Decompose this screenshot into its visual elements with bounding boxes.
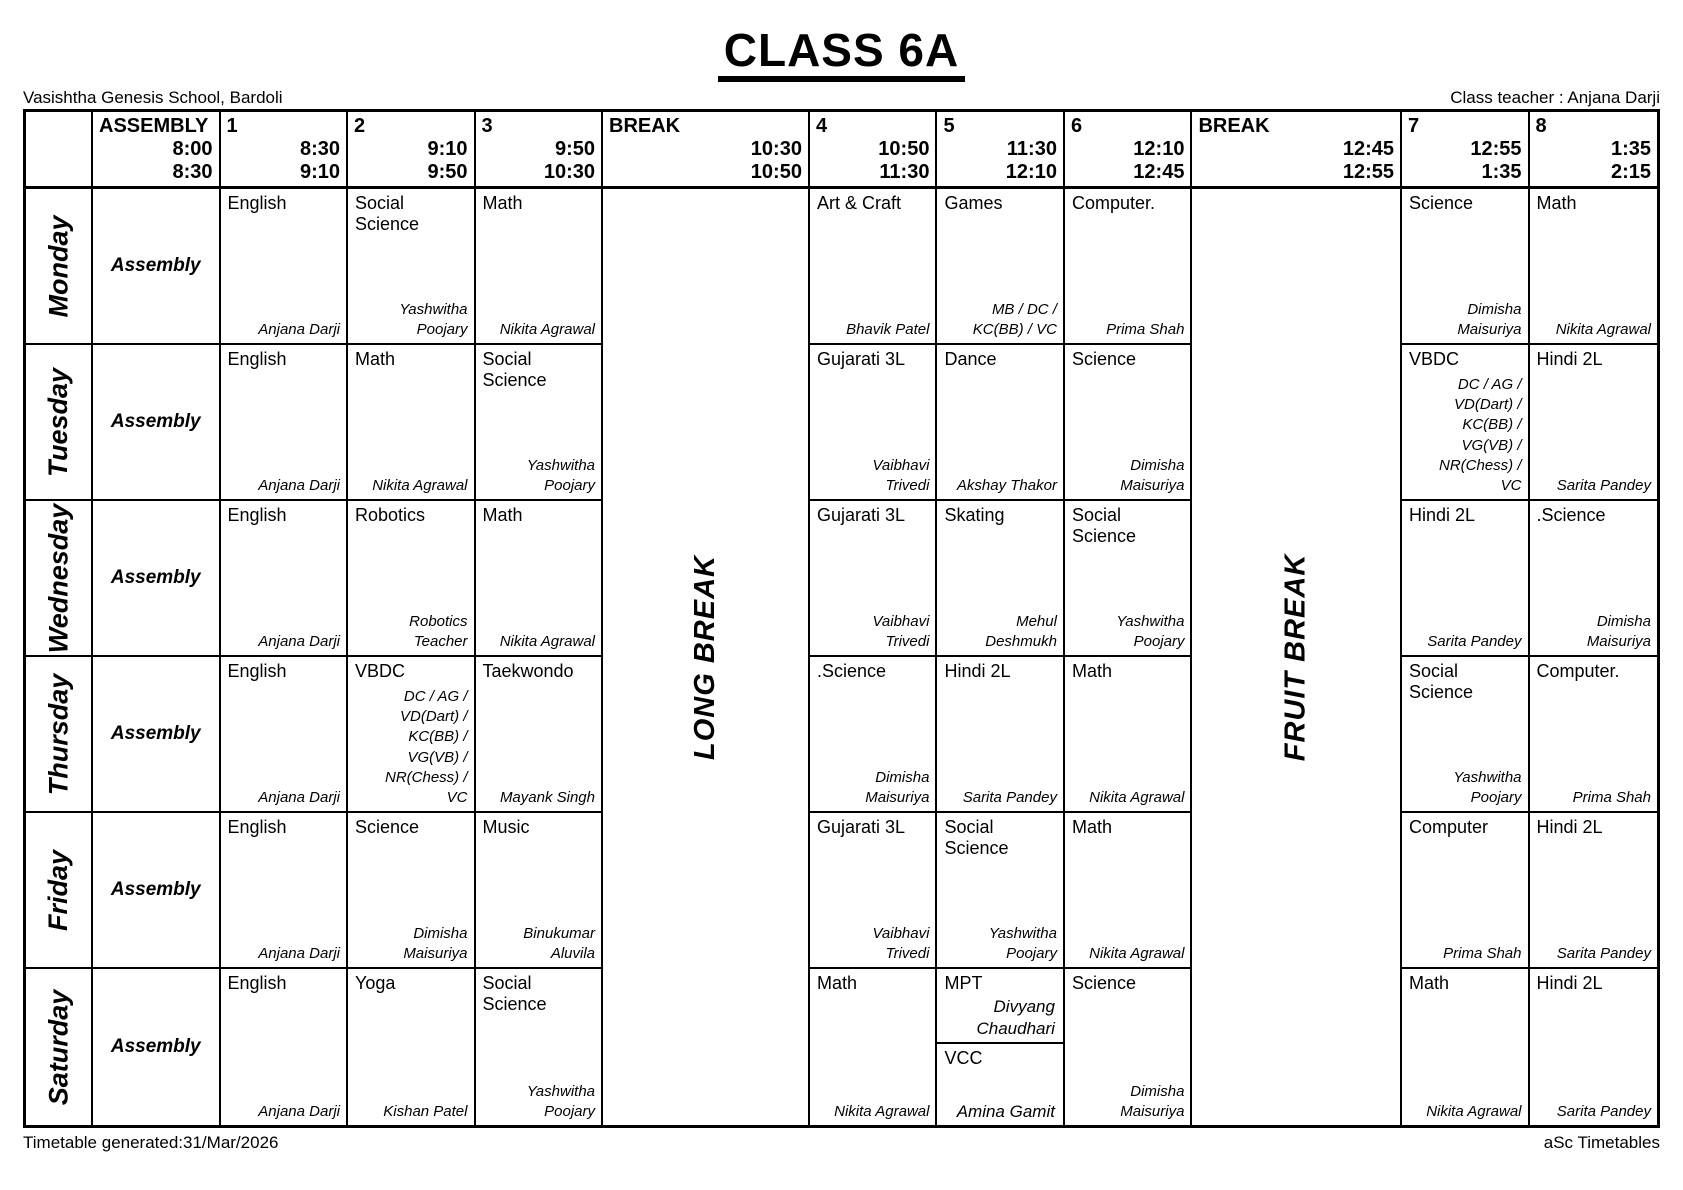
header-time-start: 12:55 [1470, 138, 1522, 161]
header-time-end: 10:50 [750, 160, 802, 183]
day-name: Friday [43, 849, 73, 931]
teacher-label: Dimisha Maisuriya [1457, 300, 1522, 339]
timetable-cell [348, 345, 476, 501]
header-time-end: 10:30 [543, 160, 595, 183]
timetable-cell [810, 345, 938, 501]
assembly-cell [93, 189, 221, 345]
timetable-cell [1402, 189, 1530, 345]
subject-label: Math [482, 193, 523, 214]
header-time-end: 2:15 [1610, 160, 1651, 183]
teacher-label: Dimisha Maisuriya [1120, 1082, 1185, 1121]
timetable-cell [221, 189, 349, 345]
subject-label: English [227, 661, 287, 682]
timetable-cell [476, 189, 604, 345]
subject-label: VBDC [1409, 349, 1460, 370]
teacher-label: Prima Shah [1106, 321, 1185, 339]
assembly-label: Assembly [110, 567, 201, 589]
subject-label: Social Science [1071, 505, 1136, 546]
subject-label: Math [1409, 973, 1450, 994]
day-name: Tuesday [43, 367, 73, 477]
timetable-cell [810, 969, 938, 1125]
teacher-label: Yashwitha Poojary [988, 924, 1057, 963]
day-label-friday [26, 813, 93, 969]
timetable-cell [1530, 189, 1658, 345]
period-header-break2 [1192, 112, 1402, 189]
assembly-label: Assembly [110, 255, 201, 277]
teacher-label: Prima Shah [1572, 789, 1651, 807]
subject-label: Taekwondo [482, 661, 574, 682]
subject-label: Music [482, 817, 530, 838]
header-time-end: 12:10 [1005, 160, 1057, 183]
subject-label: Hindi 2L [1536, 817, 1603, 838]
subject-label: Science [1071, 349, 1136, 370]
header-time-end: 11:30 [879, 160, 930, 183]
timetable-cell [937, 657, 1065, 813]
teacher-label: Nikita Agrawal [499, 633, 595, 651]
period-header-4 [810, 112, 938, 189]
teacher-label: Nikita Agrawal [1089, 945, 1185, 963]
header-time-start: 9:10 [427, 138, 468, 161]
assembly-cell [93, 657, 221, 813]
subject-label: Yoga [355, 973, 396, 994]
period-header-label: BREAK [609, 115, 681, 138]
teacher-label: Nikita Agrawal [834, 1103, 930, 1121]
header-time-end: 9:50 [427, 160, 468, 183]
teacher-label: Anjana Darji [258, 633, 340, 651]
period-header-7 [1402, 112, 1530, 189]
day-name: Saturday [43, 989, 74, 1106]
teacher-label: Yashwitha Poojary [526, 456, 595, 495]
period-header-assembly [93, 112, 221, 189]
timetable-cell [1530, 969, 1658, 1125]
period-header-2 [348, 112, 476, 189]
subject-label: English [227, 193, 287, 214]
timetable-cell [348, 969, 476, 1125]
fruit-break-label: FRUIT BREAK [1279, 553, 1312, 762]
subject-label: Social Science [482, 349, 547, 390]
teacher-label: Dimisha Maisuriya [403, 924, 468, 963]
period-header-label: 1 [226, 115, 238, 138]
subject-label: English [227, 973, 287, 994]
teacher-label: Yashwitha Poojary [1453, 768, 1522, 807]
subject-label: Math [1071, 817, 1112, 838]
period-header-5 [937, 112, 1065, 189]
header-time-end: 12:55 [1342, 160, 1394, 183]
subject-label: Computer. [1536, 661, 1620, 682]
teacher-label: Sarita Pandey [1556, 1103, 1651, 1121]
timetable-cell [1530, 657, 1658, 813]
subject-label: Math [816, 973, 857, 994]
timetable-cell [1065, 969, 1193, 1125]
timetable-cell [348, 813, 476, 969]
day-label-monday [26, 189, 93, 345]
day-name: Thursday [43, 673, 73, 796]
break-column-fruit [1192, 189, 1402, 1125]
timetable-cell [1065, 345, 1193, 501]
period-header-label: 3 [481, 115, 493, 138]
timetable-cell [1065, 813, 1193, 969]
timetable-cell [221, 969, 349, 1125]
page-title: CLASS 6A [718, 26, 965, 82]
teacher-label: Nikita Agrawal [1426, 1103, 1522, 1121]
timetable-cell [476, 657, 604, 813]
day-label-saturday [26, 969, 93, 1125]
assembly-label: Assembly [110, 411, 201, 433]
teacher-label: DC / AG / VD(Dart) / KC(BB) / VG(VB) / NR(Chess) / VC [1438, 375, 1522, 495]
subject-label: Hindi 2L [944, 661, 1011, 682]
subject-label: Robotics [355, 505, 426, 526]
timetable-grid [23, 109, 1660, 1128]
subject-label: VCC [944, 1048, 983, 1069]
header-time-end: 9:10 [299, 160, 340, 183]
subject-label: Gujarati 3L [816, 349, 906, 370]
subject-label: English [227, 349, 287, 370]
teacher-label: Anjana Darji [258, 321, 340, 339]
teacher-label: Vaibhavi Trivedi [872, 456, 930, 495]
header-time-end: 12:45 [1133, 160, 1185, 183]
school-name: Vasishtha Genesis School, Bardoli [23, 88, 283, 108]
subject-label: Dance [944, 349, 997, 370]
teacher-label: Nikita Agrawal [372, 477, 468, 495]
header-time-end: 8:30 [172, 160, 213, 183]
timetable-cell [348, 501, 476, 657]
timetable-cell [1530, 501, 1658, 657]
timetable-cell [221, 501, 349, 657]
subject-label: Math [482, 505, 523, 526]
timetable-cell [1402, 813, 1530, 969]
assembly-cell [93, 969, 221, 1125]
timetable-cell-split [937, 969, 1065, 1125]
teacher-label: Vaibhavi Trivedi [872, 924, 930, 963]
split-cell-bottom [937, 1044, 1063, 1125]
day-label-tuesday [26, 345, 93, 501]
timetable-cell [810, 813, 938, 969]
header-time-start: 8:00 [172, 138, 213, 161]
timetable-cell [221, 813, 349, 969]
teacher-label: Dimisha Maisuriya [1120, 456, 1185, 495]
timetable-cell [1065, 501, 1193, 657]
period-header-break1 [603, 112, 810, 189]
subject-label: Social Science [1409, 661, 1474, 702]
timetable-cell [937, 501, 1065, 657]
assembly-cell [93, 501, 221, 657]
assembly-cell [93, 345, 221, 501]
timetable-cell [1065, 657, 1193, 813]
timetable-cell [476, 969, 604, 1125]
subject-label: Hindi 2L [1409, 505, 1476, 526]
teacher-label: Anjana Darji [258, 789, 340, 807]
subject-label: Art & Craft [816, 193, 901, 214]
header-time-start: 11:30 [1006, 138, 1057, 161]
teacher-label: Nikita Agrawal [1555, 321, 1651, 339]
timetable-cell [1530, 345, 1658, 501]
day-name: Wednesday [43, 503, 73, 654]
timetable-cell [1065, 189, 1193, 345]
timetable-cell [476, 501, 604, 657]
teacher-label: Amina Gamit [956, 1102, 1055, 1122]
header-time-start: 12:45 [1342, 138, 1394, 161]
subject-label: Hindi 2L [1536, 973, 1603, 994]
timetable-cell [1402, 345, 1530, 501]
period-header-3 [476, 112, 604, 189]
period-header-label: BREAK [1198, 115, 1270, 138]
header-time-start: 10:30 [750, 138, 802, 161]
teacher-label: Kishan Patel [383, 1103, 468, 1121]
header-time-end: 1:35 [1481, 160, 1522, 183]
timetable-cell [937, 345, 1065, 501]
subject-label: Social Science [482, 973, 547, 1014]
period-header-label: 2 [354, 115, 366, 138]
teacher-label: Nikita Agrawal [1089, 789, 1185, 807]
teacher-label: Mehul Deshmukh [985, 612, 1057, 651]
teacher-label: Binukumar Aluvila [523, 924, 595, 963]
timetable-cell [1402, 501, 1530, 657]
break-column-long [603, 189, 810, 1125]
teacher-label: Sarita Pandey [1556, 945, 1651, 963]
teacher-label: Sarita Pandey [962, 789, 1057, 807]
period-header-6 [1065, 112, 1193, 189]
timetable-cell [937, 189, 1065, 345]
subject-label: Math [1071, 661, 1112, 682]
timetable-cell [348, 189, 476, 345]
subject-label: Skating [944, 505, 1005, 526]
header-time-start: 12:10 [1133, 138, 1185, 161]
teacher-label: Dimisha Maisuriya [1586, 612, 1651, 651]
long-break-label: LONG BREAK [688, 554, 721, 760]
split-cell-top [937, 969, 1063, 1044]
teacher-label: Robotics Teacher [409, 612, 468, 651]
teacher-label: Akshay Thakor [956, 477, 1057, 495]
teacher-label: Yashwitha Poojary [526, 1082, 595, 1121]
subject-label: Games [944, 193, 1003, 214]
header-time-start: 1:35 [1610, 138, 1651, 161]
period-header-label: 6 [1070, 115, 1083, 138]
teacher-label: Vaibhavi Trivedi [872, 612, 930, 651]
timetable-cell [476, 813, 604, 969]
timetable-cell [476, 345, 604, 501]
subject-label: Gujarati 3L [816, 817, 906, 838]
teacher-label: Divyang Chaudhari [976, 997, 1055, 1038]
subject-label: Social Science [355, 193, 420, 234]
teacher-label: Anjana Darji [258, 477, 340, 495]
assembly-cell [93, 813, 221, 969]
day-name: Monday [43, 215, 74, 318]
timetable-cell [810, 501, 938, 657]
timetable-cell [1402, 657, 1530, 813]
teacher-label: Prima Shah [1443, 945, 1522, 963]
subject-label: English [227, 817, 287, 838]
subject-label: VBDC [355, 661, 406, 682]
timetable-cell [1530, 813, 1658, 969]
header-time-start: 10:50 [878, 138, 930, 161]
footer-generated: Timetable generated:31/Mar/2026 [23, 1133, 279, 1153]
class-teacher: Class teacher : Anjana Darji [1450, 88, 1660, 108]
teacher-label: Dimisha Maisuriya [865, 768, 930, 807]
subject-label: Hindi 2L [1536, 349, 1603, 370]
subject-label: Science [1409, 193, 1474, 214]
teacher-label: Mayank Singh [499, 789, 595, 807]
period-header-label: 8 [1535, 115, 1547, 138]
teacher-label: Sarita Pandey [1556, 477, 1651, 495]
footer-brand: aSc Timetables [1543, 1133, 1660, 1153]
timetable-cell [937, 813, 1065, 969]
teacher-label: Anjana Darji [258, 1103, 340, 1121]
subject-label: .Science [816, 661, 886, 682]
teacher-label: Bhavik Patel [846, 321, 930, 339]
teacher-label: Nikita Agrawal [499, 321, 595, 339]
timetable-cell [348, 657, 476, 813]
header-time-start: 8:30 [299, 138, 340, 161]
timetable-cell [810, 657, 938, 813]
assembly-label: Assembly [110, 723, 201, 745]
subject-label: MPT [944, 973, 983, 994]
teacher-label: MB / DC / KC(BB) / VC [972, 300, 1057, 339]
subject-label: Math [355, 349, 396, 370]
day-label-wednesday [26, 501, 93, 657]
subject-label: Math [1536, 193, 1577, 214]
timetable-cell [810, 189, 938, 345]
teacher-label: Yashwitha Poojary [399, 300, 468, 339]
period-header-1 [221, 112, 349, 189]
subject-label: Gujarati 3L [816, 505, 906, 526]
period-header-label: ASSEMBLY [99, 115, 209, 138]
subject-label: .Science [1536, 505, 1606, 526]
period-header-label: 4 [815, 115, 828, 138]
period-header-label: 5 [943, 115, 955, 138]
subject-label: Social Science [944, 817, 1009, 858]
subject-label: Computer [1409, 817, 1489, 838]
period-header-label: 7 [1408, 115, 1420, 138]
subject-label: Computer. [1071, 193, 1155, 214]
teacher-label: Anjana Darji [258, 945, 340, 963]
assembly-label: Assembly [110, 1036, 201, 1058]
timetable-cell [221, 345, 349, 501]
corner-cell [26, 112, 93, 189]
timetable-cell [1402, 969, 1530, 1125]
day-label-thursday [26, 657, 93, 813]
teacher-label: Yashwitha Poojary [1116, 612, 1185, 651]
subject-label: Science [355, 817, 420, 838]
period-header-8 [1530, 112, 1658, 189]
timetable-cell [221, 657, 349, 813]
teacher-label: DC / AG / VD(Dart) / KC(BB) / VG(VB) / NR(Chess) / VC [384, 687, 468, 807]
subject-label: English [227, 505, 287, 526]
assembly-label: Assembly [110, 879, 201, 901]
subject-label: Science [1071, 973, 1136, 994]
teacher-label: Sarita Pandey [1427, 633, 1522, 651]
header-time-start: 9:50 [554, 138, 595, 161]
